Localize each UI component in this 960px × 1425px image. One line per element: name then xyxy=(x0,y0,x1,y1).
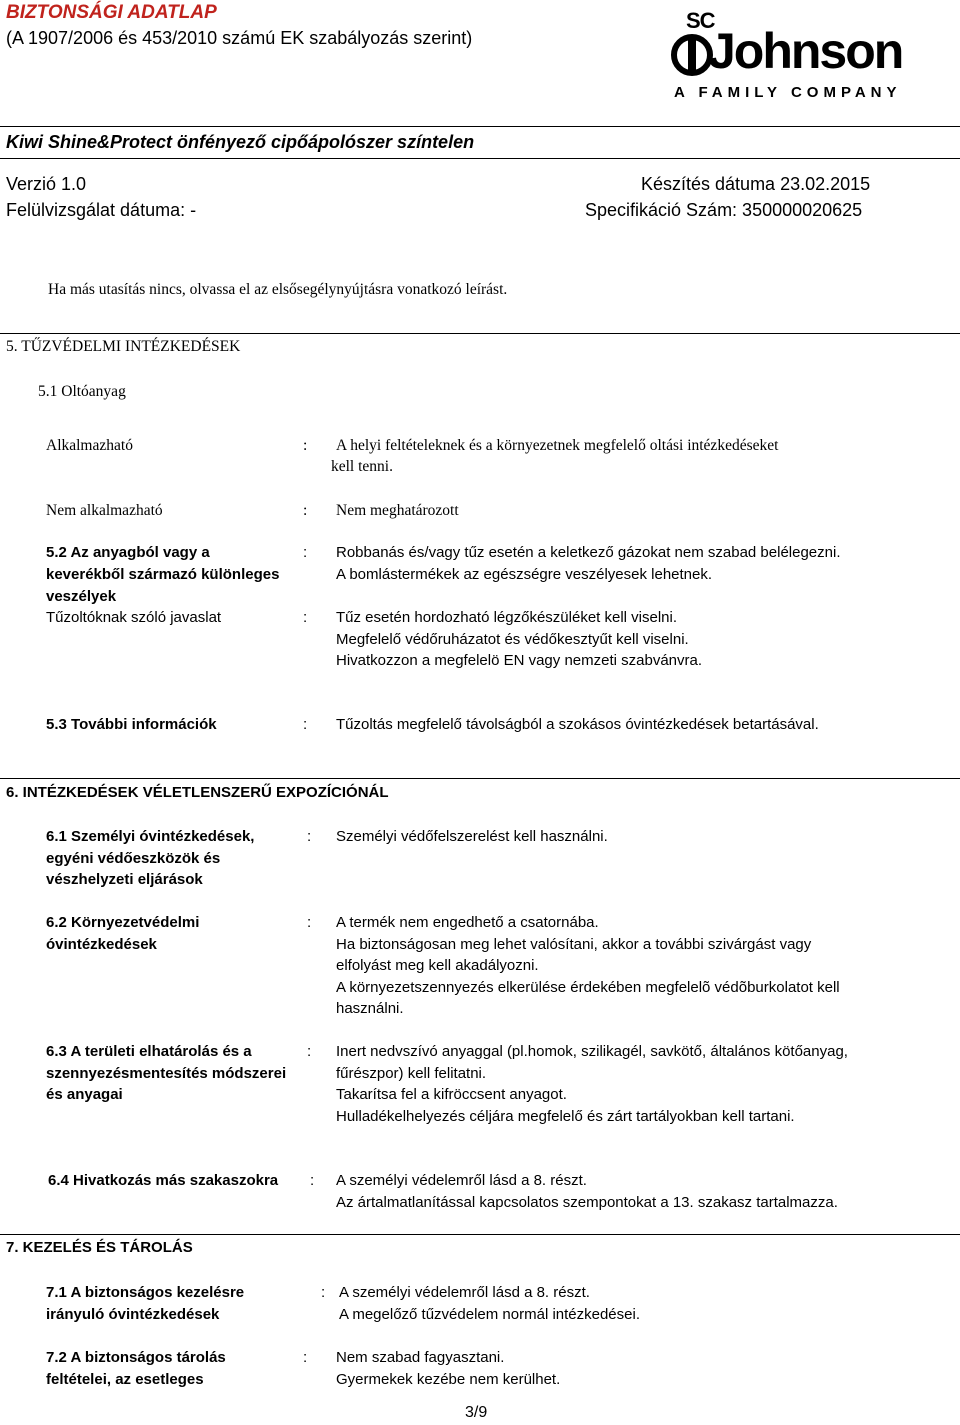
section-6-4-value-line: A személyi védelemről lásd a 8. részt. xyxy=(336,1172,587,1189)
section-7-2-label-line: 7.2 A biztonságos tárolás xyxy=(46,1349,226,1366)
intro-text: Ha más utasítás nincs, olvassa el az elsősegélynyújtásra vonatkozó leírást. xyxy=(48,281,508,298)
section-7-1-label-line: irányuló óvintézkedések xyxy=(46,1306,220,1323)
colon: : xyxy=(310,1172,315,1189)
section-6-2-value-line: A termék nem engedhető a csatornába. xyxy=(336,914,599,931)
revision-date: Felülvizsgálat dátuma: - xyxy=(6,200,197,220)
section-6-4-label: 6.4 Hivatkozás más szakaszokra xyxy=(48,1172,279,1189)
section-6-1-label-line: egyéni védőeszközök és xyxy=(46,850,221,867)
section-5-3-label: 5.3 További információk xyxy=(46,716,217,733)
section-5-heading: 5. TŰZVÉDELMI INTÉZKEDÉSEK xyxy=(6,338,241,355)
firefighters-value-line: Megfelelő védőruházatot és védőkesztyűt kell viselni. xyxy=(336,631,689,648)
section-6-4-value-line: Az ártalmatlanítással kapcsolatos szempontokat a 13. szakasz tartalmazza. xyxy=(336,1194,838,1211)
section-7-1-label-line: 7.1 A biztonságos kezelésre xyxy=(46,1284,245,1301)
section-5-3-value: Tűzoltás megfelelő távolságból a szokásos óvintézkedések betartásával. xyxy=(336,716,819,733)
section-7-2-label-line: feltételei, az esetleges xyxy=(46,1371,204,1388)
logo-sc-text: SC xyxy=(686,8,715,33)
section-6-3-value-line: fűrészpor) kell felitatni. xyxy=(336,1065,487,1082)
section-6-3-label-line: és anyagai xyxy=(46,1086,123,1103)
section-6-3-value-line: Takarítsa fel a kifröccsent anyagot. xyxy=(336,1086,567,1103)
section-6-divider xyxy=(0,778,960,779)
section-7-heading: 7. KEZELÉS ÉS TÁROLÁS xyxy=(6,1239,193,1256)
section-6-2-value-line: A környezetszennyezés elkerülése érdekében megfelelõ védõburkolatot kell xyxy=(336,979,840,996)
document-title: BIZTONSÁGI ADATLAP xyxy=(6,2,217,23)
section-6-2-label-line: óvintézkedések xyxy=(46,936,157,953)
creation-date: Készítés dátuma 23.02.2015 xyxy=(641,174,871,194)
logo-tagline: A FAMILY COMPANY xyxy=(674,84,902,101)
section-6-1-label-line: vészhelyzeti eljárások xyxy=(46,871,203,888)
section-5-2-value-line: A bomlástermékek az egészségre veszélyesek lehetnek. xyxy=(336,566,713,583)
section-5-2-label-line: veszélyek xyxy=(46,588,117,605)
colon: : xyxy=(307,914,312,931)
colon: : xyxy=(303,437,308,454)
section-5-2-label-line: 5.2 Az anyagból vagy a xyxy=(46,544,210,561)
section-7-divider xyxy=(0,1234,960,1235)
colon: : xyxy=(303,716,308,733)
unsuitable-value: Nem meghatározott xyxy=(336,502,459,519)
section-6-2-value-line: használni. xyxy=(336,1000,404,1017)
section-5-2-value-line: Robbanás és/vagy tűz esetén a keletkező gázokat nem szabad belélegezni. xyxy=(336,544,841,561)
section-5-1-heading: 5.1 Oltóanyag xyxy=(38,383,126,400)
colon: : xyxy=(307,828,312,845)
unsuitable-label: Nem alkalmazható xyxy=(46,502,163,519)
suitable-value-line: kell tenni. xyxy=(331,458,393,475)
header-divider-top xyxy=(0,126,960,127)
header-divider-bottom xyxy=(0,158,960,159)
document-subtitle: (A 1907/2006 és 453/2010 számú EK szabályozás szerint) xyxy=(6,28,473,48)
section-6-1-value: Személyi védőfelszerelést kell használni. xyxy=(336,828,608,845)
version: Verzió 1.0 xyxy=(6,174,87,194)
section-6-heading: 6. INTÉZKEDÉSEK VÉLETLENSZERŰ EXPOZÍCIÓNÁL xyxy=(6,784,389,801)
spec-number: Specifikáció Szám: 350000020625 xyxy=(585,200,863,220)
sc-johnson-logo xyxy=(668,8,903,108)
colon: : xyxy=(307,1043,312,1060)
logo-johnson-text: Johnson xyxy=(708,23,903,79)
section-6-2-value-line: elfolyást meg kell akadályozni. xyxy=(336,957,539,974)
colon: : xyxy=(321,1284,326,1301)
section-6-3-label-line: 6.3 A területi elhatárolás és a xyxy=(46,1043,252,1060)
section-6-3-label-line: szennyezésmentesítés módszerei xyxy=(46,1065,287,1082)
firefighters-label: Tűzoltóknak szóló javaslat xyxy=(46,609,222,626)
firefighters-value-line: Tűz esetén hordozható légzőkészüléket kell viselni. xyxy=(336,609,678,626)
product-name: Kiwi Shine&Protect önfényező cipőápolószer színtelen xyxy=(6,132,475,152)
colon: : xyxy=(303,609,308,626)
section-5-2-label-line: keverékből származó különleges xyxy=(46,566,280,583)
colon: : xyxy=(303,502,308,519)
section-6-3-value-line: Hulladékelhelyezés céljára megfelelő és zárt tartályokban kell tartani. xyxy=(336,1108,795,1125)
section-7-1-value-line: A megelőző tűzvédelem normál intézkedései. xyxy=(339,1306,640,1323)
section-6-2-label-line: 6.2 Környezetvédelmi xyxy=(46,914,200,931)
section-5-divider xyxy=(0,333,960,334)
suitable-label: Alkalmazható xyxy=(46,437,133,454)
page-number: 3/9 xyxy=(465,1404,488,1421)
suitable-value-line: A helyi feltételeknek és a környezetnek megfelelő oltási intézkedéseket xyxy=(336,437,779,454)
colon: : xyxy=(303,544,308,561)
firefighters-value-line: Hivatkozzon a megfelelö EN vagy nemzeti szabvánvra. xyxy=(336,652,703,669)
section-6-1-label-line: 6.1 Személyi óvintézkedések, xyxy=(46,828,255,845)
section-7-2-value-line: Nem szabad fagyasztani. xyxy=(336,1349,505,1366)
section-7-2-value-line: Gyermekek kezébe nem kerülhet. xyxy=(336,1371,561,1388)
colon: : xyxy=(303,1349,308,1366)
section-6-3-value-line: Inert nedvszívó anyaggal (pl.homok, szilikagél, savkötő, általános kötőanyag, xyxy=(336,1043,848,1060)
section-7-1-value-line: A személyi védelemről lásd a 8. részt. xyxy=(339,1284,590,1301)
section-6-2-value-line: Ha biztonságosan meg lehet valósítani, akkor a további szivárgást vagy xyxy=(336,936,812,953)
